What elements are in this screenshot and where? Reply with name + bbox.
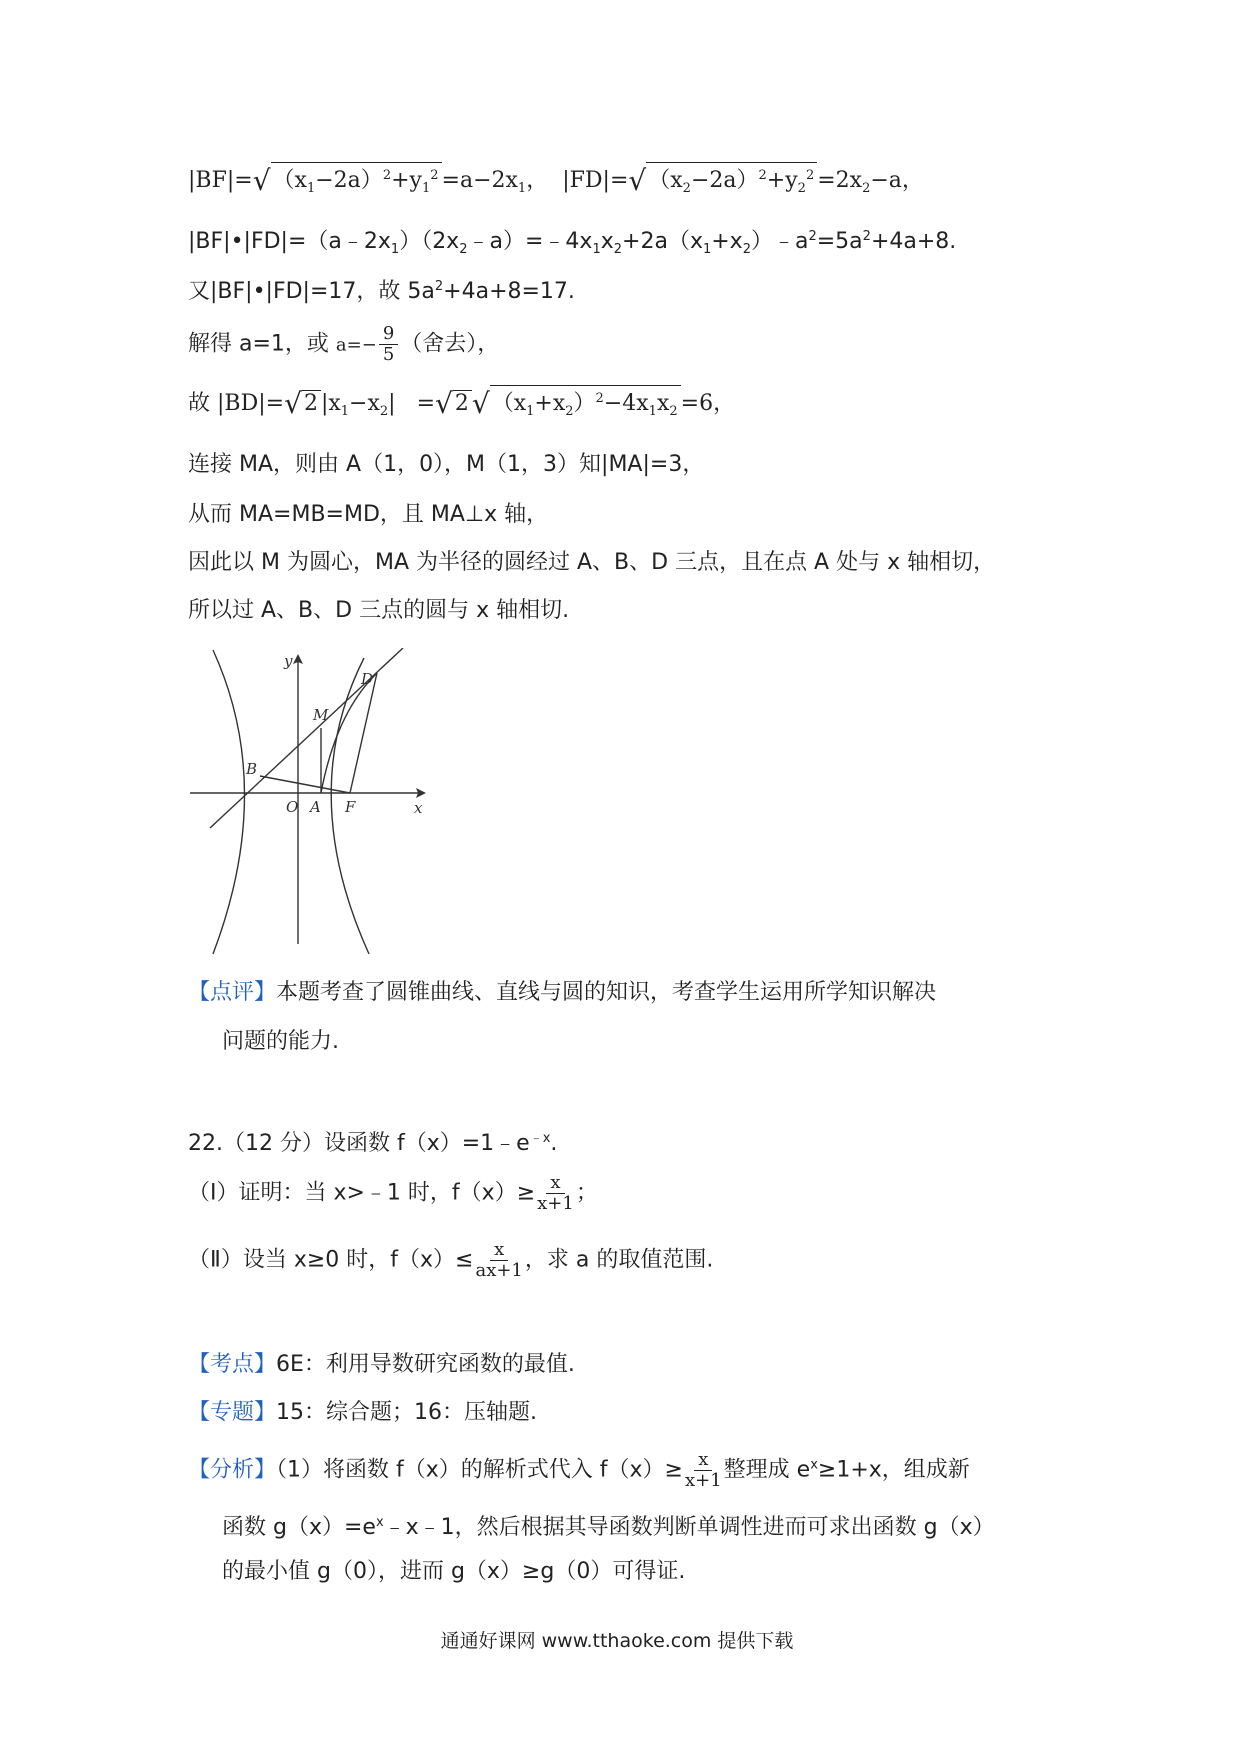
fenxi-line-2 [222, 1508, 995, 1543]
text: （x [272, 168, 307, 193]
denominator: x+1 [537, 1193, 574, 1214]
numerator: 9 [379, 324, 398, 345]
comment-tag: 【点评】 [188, 980, 277, 1005]
sup: 2 [862, 229, 871, 244]
label-a: A [310, 798, 321, 816]
text: |x [320, 391, 341, 416]
text: |BD|= [217, 391, 285, 416]
text: = [416, 391, 436, 416]
fenxi-line-1 [188, 1450, 970, 1491]
text: （x [491, 391, 527, 416]
text-line-7: 从而 MA=MB=MD，且 MA⊥x 轴， [188, 502, 549, 527]
text: −4x [603, 391, 649, 416]
text: （Ⅰ）证明：当 x>﹣1 时，f（x）≥ [188, 1180, 536, 1206]
text: 又|BF|•|FD|=17，故 5a [188, 279, 435, 304]
text: +x [534, 391, 566, 416]
sup: ﹣x [529, 1131, 551, 1146]
sub: 1 [390, 242, 400, 257]
radicand: 2 [453, 390, 472, 417]
sup: 2 [434, 279, 444, 294]
sup: x [375, 1515, 384, 1530]
radicand [490, 385, 681, 425]
text: −2a） [315, 168, 383, 193]
numerator: x [490, 1240, 508, 1261]
zhuanti-tag: 【专题】 [188, 1400, 277, 1425]
sup: 2 [808, 229, 817, 244]
zhuanti-line [188, 1398, 537, 1428]
text: 整理成 e [723, 1457, 811, 1483]
sub: 2 [797, 181, 806, 196]
text: ） [573, 391, 596, 416]
problem-22-part2 [188, 1240, 713, 1281]
sup: 2 [758, 168, 767, 183]
sub: 1 [517, 181, 527, 196]
sub: 2 [669, 404, 678, 419]
fraction [475, 1240, 522, 1281]
text: ≥1+x，组成新 [817, 1457, 970, 1483]
radicand: 2 [302, 390, 321, 417]
fraction [379, 324, 398, 365]
text: +x [711, 229, 743, 254]
text: ）﹣a [750, 229, 809, 254]
label-x: x [414, 799, 423, 817]
text: . [550, 1131, 558, 1156]
text-line-8: 因此以 M 为圆心，MA 为半径的圆经过 A、B、D 三点，且在点 A 处与 x 轴相切， [188, 550, 996, 575]
text: |BF|•|FD|=（a﹣2x [188, 229, 391, 254]
text: 15：综合题；16：压轴题. [276, 1400, 537, 1425]
sub: 2 [379, 404, 389, 419]
sup: x [810, 1457, 818, 1473]
denominator: x+1 [684, 1470, 722, 1491]
sub: 2 [613, 242, 623, 257]
numerator: x [694, 1450, 712, 1471]
sup: 2 [382, 168, 392, 183]
text: ﹣a）=﹣4x [467, 229, 593, 254]
text: 22.（12 分）设函数 f（x）=1﹣e [188, 1131, 530, 1156]
text: ﹣x﹣1，然后根据其导函数判断单调性进而可求出函数 g（x） [383, 1515, 995, 1540]
segment-bf [260, 776, 350, 793]
text: ， [526, 168, 549, 193]
text: x [600, 229, 614, 254]
text: （x [648, 168, 683, 193]
sub: 2 [742, 242, 751, 257]
text: x [656, 391, 670, 416]
bf-fd-expression-line [188, 162, 924, 204]
sub: 1 [340, 404, 350, 419]
text: ，求 a 的取值范围. [524, 1247, 714, 1273]
comment-line-1 [188, 978, 936, 1008]
denominator: ax+1 [475, 1260, 523, 1281]
text: +2a（x [622, 229, 703, 254]
text: （舍去）， [400, 331, 500, 357]
equation-line [188, 272, 575, 307]
text: =6， [680, 391, 736, 416]
sqrt-symbol: √ [471, 387, 490, 420]
sup: 2 [805, 168, 815, 183]
denominator: 5 [382, 344, 395, 365]
text: ）（2x [399, 229, 460, 254]
sup: 2 [430, 168, 439, 183]
fenxi-tag: 【分析】 [188, 1457, 277, 1483]
text: =2x [817, 168, 863, 193]
text: a=− [335, 334, 377, 356]
sqrt-symbol: √ [284, 387, 302, 420]
kaodian-line [188, 1350, 575, 1380]
sub: 1 [306, 181, 316, 196]
text: =a−2x [441, 168, 518, 193]
text: 本题考查了圆锥曲线、直线与圆的知识，考查学生运用所学知识解决 [276, 980, 937, 1005]
sqrt-symbol: √ [435, 387, 453, 420]
text: 解得 a=1，或 [188, 331, 329, 357]
text: +y [766, 168, 798, 193]
text: 6E：利用导数研究函数的最值. [276, 1352, 575, 1377]
fd-radicand [646, 162, 817, 202]
solve-line [188, 324, 499, 365]
sub: 1 [648, 404, 657, 419]
sub: 1 [526, 404, 535, 419]
label-f: F [345, 798, 356, 816]
sub: 2 [862, 181, 871, 196]
fraction [685, 1450, 722, 1491]
sub: 2 [459, 242, 468, 257]
fenxi-line-3: 的最小值 g（0），进而 g（x）≥g（0）可得证. [222, 1559, 686, 1584]
bd-expression [217, 387, 736, 420]
sqrt-symbol: √ [252, 164, 271, 197]
sub: 1 [421, 181, 431, 196]
label-d: D [361, 670, 374, 688]
hyperbola-left-branch [213, 650, 245, 954]
bf-radicand [271, 162, 442, 202]
text: | [388, 391, 396, 416]
text: +y [391, 168, 422, 193]
footer-source: 通通好课网 www.tthaoke.com 提供下载 [440, 1630, 794, 1652]
label-y: y [284, 652, 293, 670]
label-m: M [313, 706, 329, 724]
problem-22-part1 [188, 1173, 598, 1214]
text-line-9: 所以过 A、B、D 三点的圆与 x 轴相切. [188, 598, 570, 623]
hyperbola-figure [188, 648, 448, 960]
text: +4a+8=17. [443, 279, 575, 304]
text: （1）将函数 f（x）的解析式代入 f（x）≥ [276, 1457, 683, 1483]
segment-fd [350, 673, 377, 793]
bd-length-line [188, 385, 735, 427]
label-b: B [246, 760, 258, 778]
text: −a， [870, 168, 924, 193]
label-o: O [286, 798, 299, 816]
bf-label: |BF|= [188, 168, 253, 193]
numerator: x [546, 1173, 564, 1194]
text: +4a+8. [870, 229, 957, 254]
sqrt-symbol: √ [628, 164, 647, 197]
sub: 1 [702, 242, 712, 257]
text: 故 [188, 391, 211, 416]
problem-22-stem [188, 1124, 557, 1159]
sub: 2 [565, 404, 574, 419]
sub: 2 [682, 181, 691, 196]
text: 函数 g（x）=e [222, 1515, 376, 1540]
text: −2a） [690, 168, 759, 193]
text-line-6: 连接 MA，则由 A（1，0），M（1，3）知|MA|=3， [188, 452, 705, 477]
text: −x [349, 391, 380, 416]
text: ； [575, 1180, 598, 1206]
text: （Ⅱ）设当 x≥0 时，f（x）≤ [188, 1247, 474, 1273]
sup: 2 [595, 391, 604, 406]
product-expression-line [188, 222, 956, 265]
kaodian-tag: 【考点】 [188, 1352, 277, 1377]
comment-line-2: 问题的能力. [222, 1029, 339, 1054]
sub: 1 [592, 242, 601, 257]
fd-label: |FD|= [562, 168, 629, 193]
fraction [537, 1173, 574, 1214]
text: =5a [816, 229, 863, 254]
